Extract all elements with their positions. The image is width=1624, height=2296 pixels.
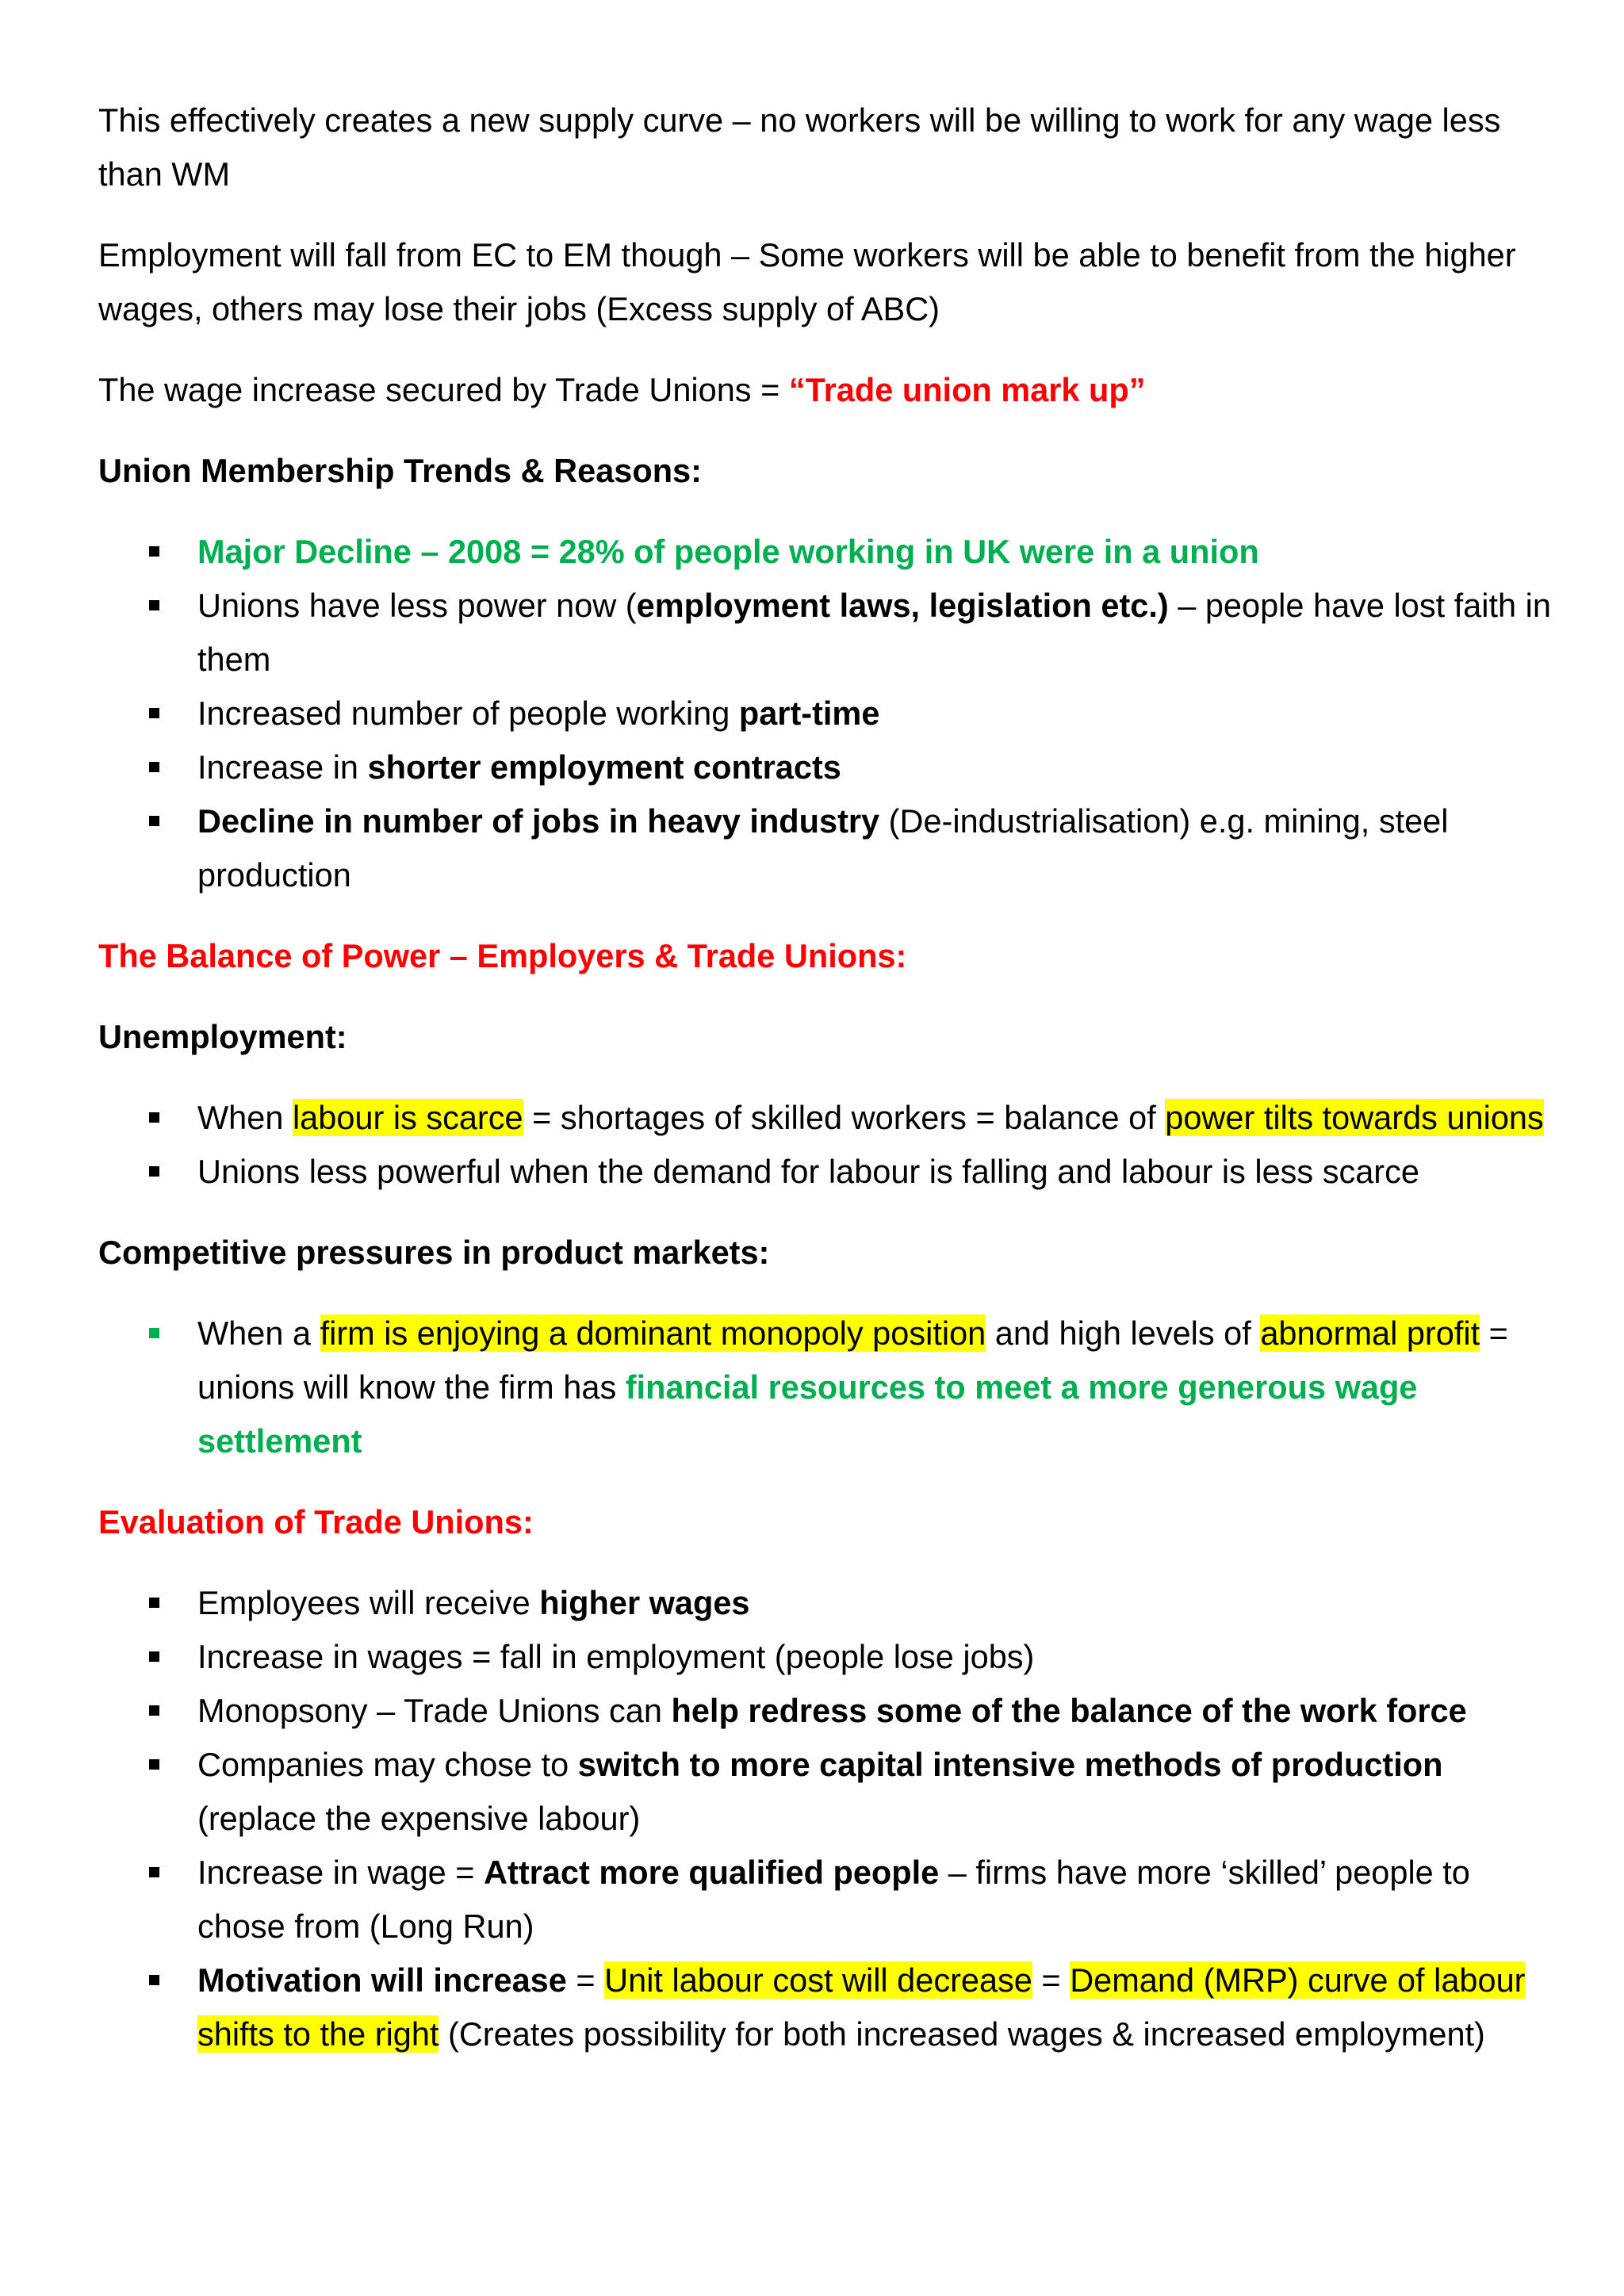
item-bold-green: financial resources to meet a more generous wage settlement bbox=[197, 1368, 1418, 1460]
list-item bbox=[98, 1307, 1561, 1468]
balance-heading: The Balance of Power – Employers & Trade Unions: bbox=[98, 937, 907, 974]
list-item bbox=[98, 525, 1561, 579]
item-bold: Attract more qualified people bbox=[484, 1854, 940, 1891]
item-text: = shortages of skilled workers = balance of bbox=[523, 1099, 1166, 1136]
list-item bbox=[98, 1846, 1561, 1954]
item-bold: Decline in number of jobs in heavy industry bbox=[197, 802, 880, 840]
list-item bbox=[98, 1684, 1561, 1738]
intro-paragraph-1: This effectively creates a new supply curve – no workers will be willing to work for any wage less than WM bbox=[98, 101, 1501, 193]
item-text: and high levels of bbox=[986, 1314, 1261, 1352]
item-text: Increased number of people working bbox=[197, 695, 739, 732]
highlight: power tilts towards unions bbox=[1165, 1099, 1544, 1136]
list-item bbox=[98, 1954, 1561, 2061]
list-item: Unions less powerful when the demand for labour is falling and labour is less scarce bbox=[98, 1145, 1561, 1199]
item-text: When bbox=[197, 1099, 293, 1136]
item-text: Increase in bbox=[197, 748, 368, 786]
item-text: = unions will know the firm has bbox=[197, 1314, 1508, 1406]
item-bold: shorter employment contracts bbox=[367, 748, 841, 786]
mark-up-term: “Trade union mark up” bbox=[788, 371, 1146, 408]
item-bold: switch to more capital intensive methods of production bbox=[577, 1746, 1443, 1783]
item-bold: higher wages bbox=[539, 1584, 750, 1621]
intro-paragraph-2: Employment will fall from EC to EM though – Some workers will be able to benefit from the higher wages, others may lose their jobs (Excess supply of ABC) bbox=[98, 236, 1516, 327]
list-item: Increase in wages = fall in employment (people lose jobs) bbox=[98, 1630, 1561, 1684]
list-item bbox=[98, 1091, 1561, 1145]
item-text: – people have lost faith in them bbox=[197, 587, 1551, 678]
competitive-list bbox=[98, 1307, 1561, 1468]
decline-text: Major Decline – 2008 = 28% of people working in UK were in a union bbox=[197, 533, 1259, 570]
highlight: labour is scarce bbox=[292, 1099, 523, 1136]
list-item bbox=[98, 794, 1561, 902]
list-item bbox=[98, 687, 1561, 740]
item-text: Increase in wage = bbox=[197, 1854, 485, 1891]
membership-list bbox=[98, 525, 1561, 902]
intro-paragraph-3 bbox=[98, 363, 1561, 417]
item-bold: help redress some of the balance of the work force bbox=[671, 1692, 1467, 1729]
item-text: (replace the expensive labour) bbox=[197, 1800, 641, 1837]
item-text: Companies may chose to bbox=[197, 1746, 578, 1783]
unemployment-list bbox=[98, 1091, 1561, 1199]
item-text: (Creates possibility for both increased wages & increased employment) bbox=[439, 2015, 1485, 2053]
highlight: Demand (MRP) curve of labour shifts to the right bbox=[197, 1961, 1526, 2053]
highlight: firm is enjoying a dominant monopoly position bbox=[320, 1314, 986, 1352]
item-text: Monopsony – Trade Unions can bbox=[197, 1692, 672, 1729]
item-text: – firms have more ‘skilled’ people to chose from (Long Run) bbox=[197, 1854, 1470, 1945]
item-bold: employment laws, legislation etc.) bbox=[636, 587, 1169, 624]
membership-heading: Union Membership Trends & Reasons: bbox=[98, 452, 702, 489]
item-bold: part-time bbox=[738, 695, 880, 732]
list-item bbox=[98, 740, 1561, 794]
list-item bbox=[98, 579, 1561, 687]
item-text: = bbox=[566, 1961, 605, 1999]
evaluation-list bbox=[98, 1576, 1561, 2061]
list-item bbox=[98, 1738, 1561, 1846]
mark-up-text: The wage increase secured by Trade Unions = bbox=[98, 371, 789, 408]
list-item bbox=[98, 1576, 1561, 1630]
item-bold: Motivation will increase bbox=[197, 1961, 567, 1999]
item-text: Employees will receive bbox=[197, 1584, 540, 1621]
item-text: Unions have less power now ( bbox=[197, 587, 637, 624]
item-text: = bbox=[1032, 1961, 1071, 1999]
unemployment-heading: Unemployment: bbox=[98, 1018, 347, 1055]
evaluation-heading: Evaluation of Trade Unions: bbox=[98, 1503, 534, 1540]
item-text: (De-industrialisation) e.g. mining, steel production bbox=[197, 802, 1449, 894]
highlight: abnormal profit bbox=[1260, 1314, 1480, 1352]
item-text: When a bbox=[197, 1314, 320, 1352]
competitive-heading: Competitive pressures in product markets: bbox=[98, 1234, 770, 1271]
highlight: Unit labour cost will decrease bbox=[604, 1961, 1032, 1999]
